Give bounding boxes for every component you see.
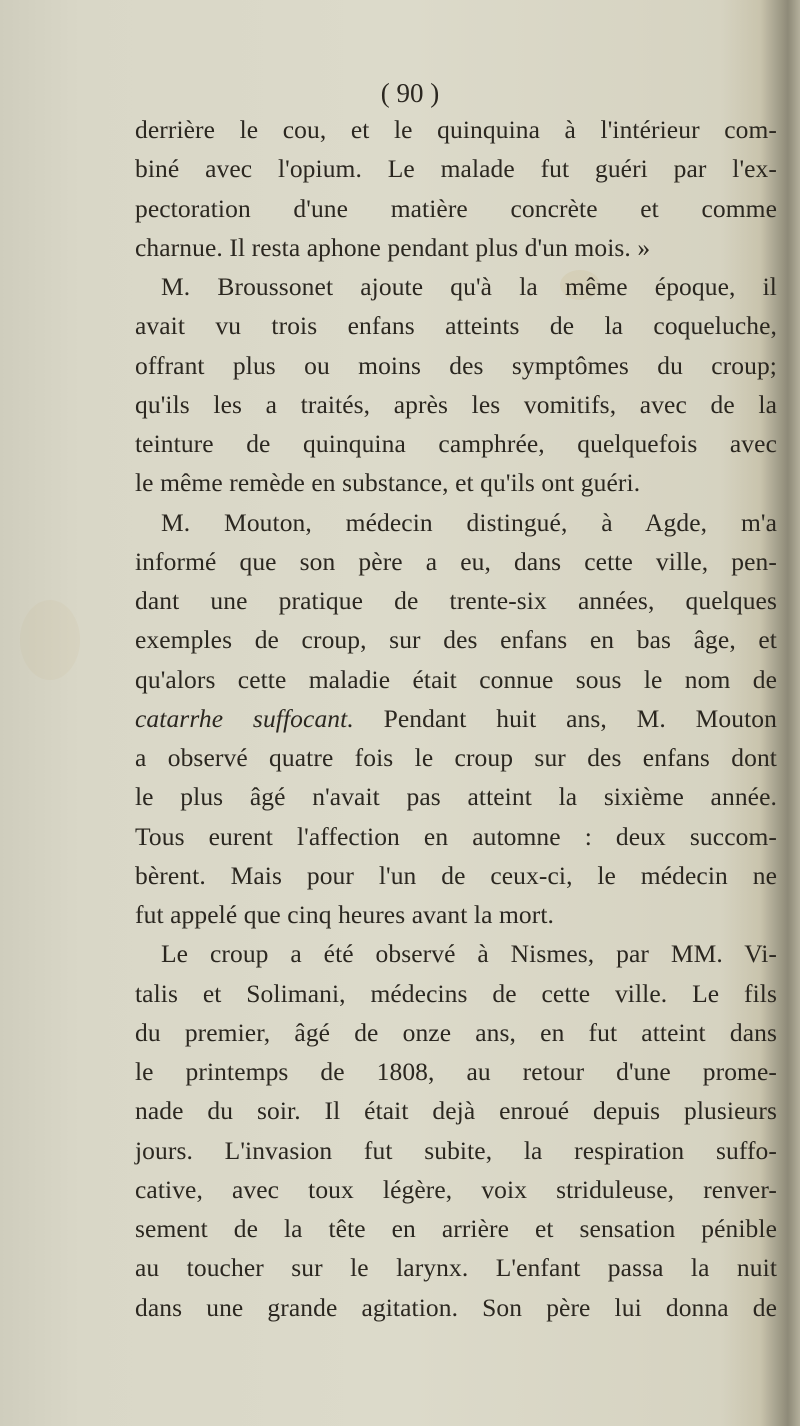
text-line — [135, 189, 777, 228]
text-line-content: Pendant huit ans, M. Mouton — [383, 703, 777, 733]
text-line-content: a observé quatre fois le croup sur des enfans dont — [135, 743, 777, 772]
text-line-content: jours. L'invasion fut subite, la respiration suffo- — [135, 1135, 777, 1165]
italic-term: catarrhe suffocant. — [135, 703, 354, 733]
text-line-content: du premier, âgé de onze ans, en fut atteint dans — [135, 1017, 777, 1047]
text-line-content: informé que son père a eu, dans cette ville, pen- — [135, 546, 777, 576]
text-line-content: derrière le cou, et le quinquina à l'intérieur com- — [135, 115, 777, 144]
text-line-content: charnue. Il resta aphone pendant plus d'un mois. » — [135, 232, 651, 262]
text-line — [135, 817, 777, 856]
text-line-content: M. Broussonet ajoute qu'à la même époque, il — [161, 272, 777, 301]
text-line — [135, 463, 777, 502]
text-line-content: pectoration d'une matière concrète et comme — [135, 193, 777, 223]
text-line-content: qu'alors cette maladie était connue sous le nom de — [135, 664, 777, 694]
text-line — [135, 110, 777, 149]
body-text — [135, 110, 777, 1327]
text-line — [135, 267, 777, 306]
text-line — [135, 620, 777, 659]
text-line — [135, 1131, 777, 1170]
text-line — [135, 503, 777, 542]
text-line-content: dant une pratique de trente-six années, quelques — [135, 586, 777, 615]
text-line — [135, 1248, 777, 1287]
text-line-content: le plus âgé n'avait pas atteint la sixième année. — [135, 782, 777, 812]
text-line — [135, 777, 777, 816]
text-line-content: cative, avec toux légère, voix striduleuse, renver- — [135, 1174, 777, 1204]
text-line-content: exemples de croup, sur des enfans en bas âge, et — [135, 625, 777, 655]
text-line — [135, 1288, 777, 1327]
text-line — [135, 306, 777, 345]
text-line — [135, 385, 777, 424]
text-line — [135, 1013, 777, 1052]
text-line-content: qu'ils les a traités, après les vomitifs, avec de la — [135, 389, 777, 419]
page-number: ( 90 ) — [380, 78, 440, 108]
text-line-content: le printemps de 1808, au retour d'une prome- — [135, 1057, 777, 1086]
text-line — [135, 660, 777, 699]
text-line — [135, 738, 777, 777]
text-line — [135, 581, 777, 620]
text-line-content: M. Mouton, médecin distingué, à Agde, m'a — [161, 507, 777, 537]
text-line-content: avait vu trois enfans atteints de la coqueluche, — [135, 311, 777, 341]
text-line — [135, 895, 777, 934]
text-line-content: Le croup a été observé à Nismes, par MM. Vi- — [161, 939, 777, 969]
text-line — [135, 149, 777, 188]
text-line — [135, 1091, 777, 1130]
text-line-content: offrant plus ou moins des symptômes du croup; — [135, 350, 777, 380]
text-line — [135, 542, 777, 581]
text-line-content: dans une grande agitation. Son père lui donna de — [135, 1292, 777, 1322]
text-line-content: sement de la tête en arrière et sensation pénible — [135, 1214, 777, 1243]
paper-stain — [20, 600, 80, 680]
text-line — [135, 934, 777, 973]
text-line-content: talis et Solimani, médecins de cette ville. Le fils — [135, 978, 777, 1008]
text-line — [135, 974, 777, 1013]
text-line-content: teinture de quinquina camphrée, quelquefois avec — [135, 429, 777, 458]
text-line-content: nade du soir. Il était dejà enroué depuis plusieurs — [135, 1096, 777, 1126]
text-line-content: bèrent. Mais pour l'un de ceux-ci, le médecin ne — [135, 860, 777, 890]
text-line — [135, 346, 777, 385]
text-line-content: Tous eurent l'affection en automne : deux succom- — [135, 821, 777, 851]
text-line — [135, 228, 777, 267]
text-line — [135, 1209, 777, 1248]
text-line — [135, 699, 777, 738]
text-line-content: le même remède en substance, et qu'ils ont guéri. — [135, 468, 641, 498]
text-line — [135, 1052, 777, 1091]
text-line — [135, 856, 777, 895]
text-line-content: au toucher sur le larynx. L'enfant passa la nuit — [135, 1253, 777, 1283]
text-line — [135, 424, 777, 463]
text-line-content: biné avec l'opium. Le malade fut guéri par l'ex- — [135, 154, 777, 184]
text-line — [135, 1170, 777, 1209]
text-line-content: fut appelé que cinq heures avant la mort. — [135, 900, 555, 929]
